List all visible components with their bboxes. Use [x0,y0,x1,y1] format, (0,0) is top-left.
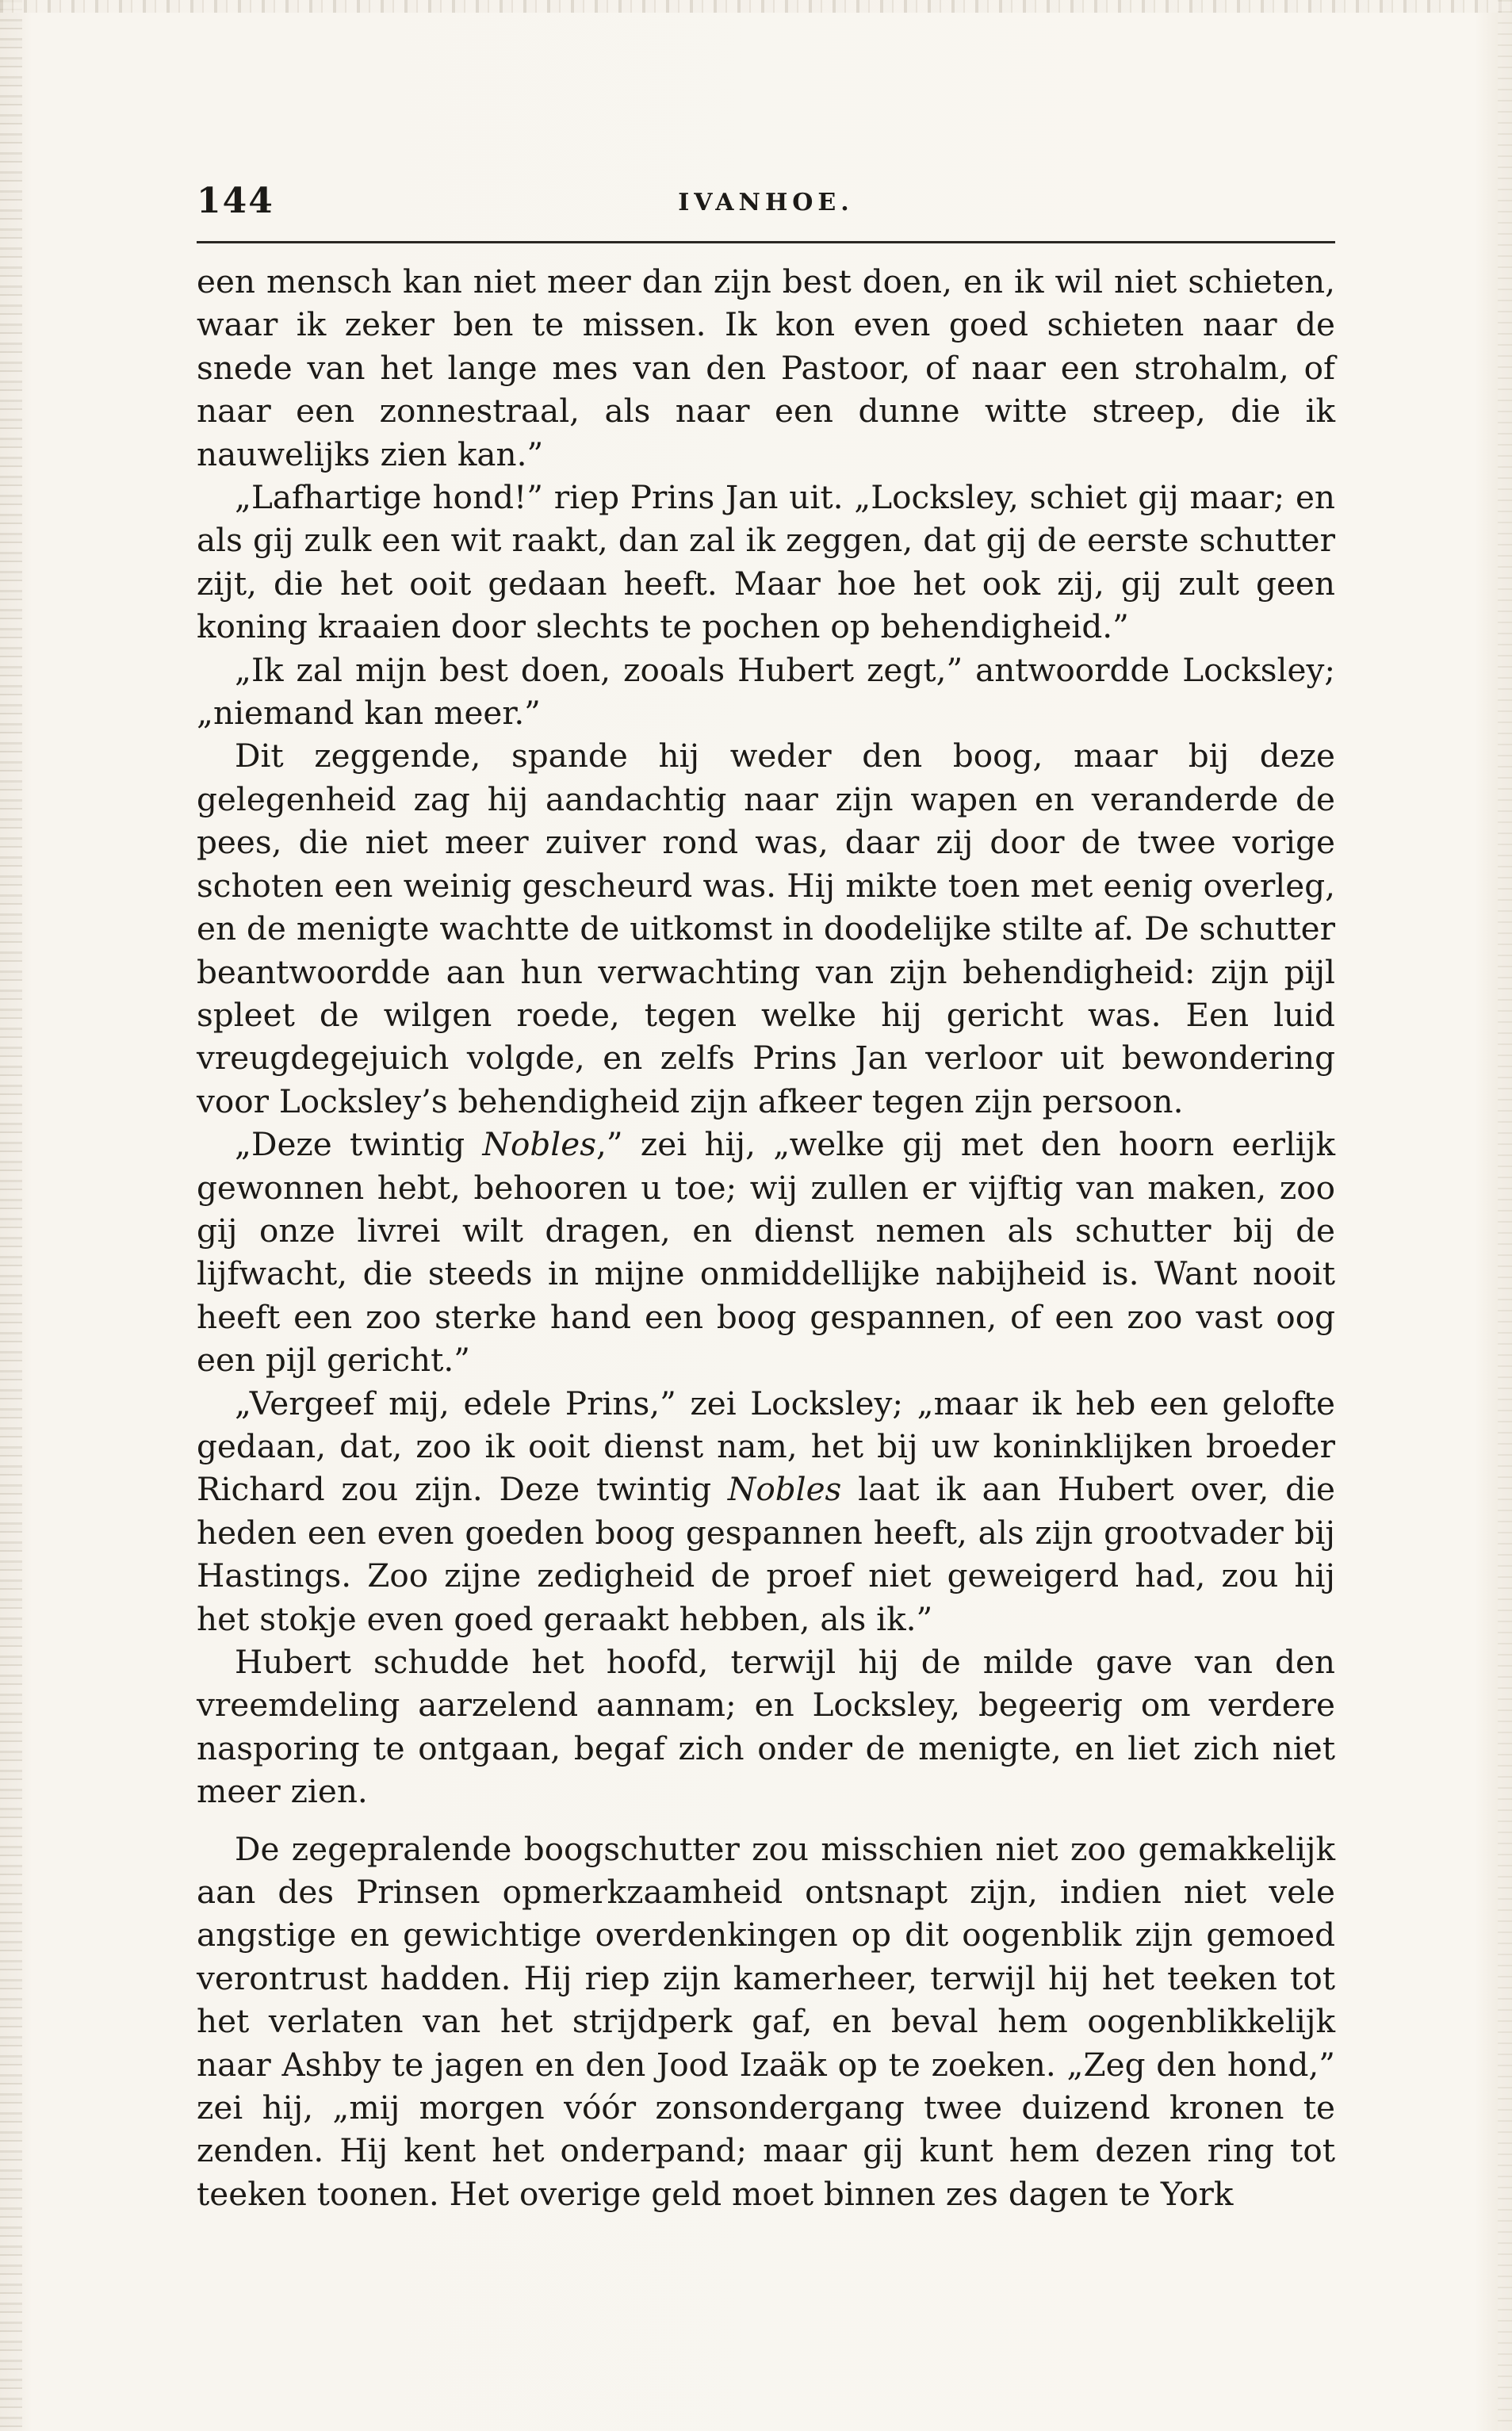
paragraph: „Deze twintig Nobles,” zei hij, „welke gij met den hoorn eerlijk gewonnen hebt, behooren u toe; wij zullen er vijftig van maken, zoo gij onze livrei wilt dragen, en dienst nemen als schutter bij de lijfwacht, die steeds in mijne onmiddellijke nabijheid is. Want nooit heeft een zoo sterke hand een boog gespannen, of een zoo vast oog een pijl gericht.” [197,1125,1335,1380]
body-text [197,260,1335,2215]
page-number: 144 [197,181,274,221]
paragraph: „Ik zal mijn best doen, zooals Hubert zegt,” antwoordde Locksley; „niemand kan meer.” [197,650,1335,733]
page-header [197,181,1335,236]
paragraph: De zegepralende boogschutter zou misschien niet zoo gemakkelijk aan des Prinsen opmerkzaamheid ontsnapt zijn, indien niet vele angstige en gewichtige overdenkingen op dit oogenblik zijn gemoed verontrust hadden. Hij riep zijn kamerheer, terwijl hij het teeken tot het verlaten van het strijdperk gaf, en beval hem oogenblikkelijk naar Ashby te jagen en den Jood Izaäk op te zoeken. „Zeg den hond,” zei hij, „mij morgen vóór zonsondergang twee duizend kronen te zenden. Hij kent het onderpand; maar gij kunt hem dezen ring tot teeken toonen. Het overige geld moet binnen zes dagen te York [197,1829,1335,2213]
page-edge-right [1498,0,1512,2431]
header-rule [197,241,1335,243]
paragraph: een mensch kan niet meer dan zijn best doen, en ik wil niet schieten, waar ik zeker ben te missen. Ik kon even goed schieten naar de snede van het lange mes van den Pastoor, of naar een strohalm, of naar een zonnestraal, als naar een dunne witte streep, die ik nauwelijks zien kan.” [197,262,1335,473]
paragraph: Hubert schudde het hoofd, terwijl hij de milde gave van den vreemdeling aarzelend aannam; en Locksley, begeerig om verdere nasporing te ontgaan, begaf zich onder de menigte, en liet zich niet meer zien. [197,1643,1335,1811]
running-title: IVANHOE. [678,189,854,216]
italic-word: Nobles [727,1470,842,1509]
paragraph: Dit zeggende, spande hij weder den boog, maar bij deze gelegenheid zag hij aandachtig naar zijn wapen en veranderde de pees, die niet meer zuiver rond was, daar zij door de twee vorige schoten een weinig gescheurd was. Hij mikte toen met eenig overleg, en de menigte wachtte de uitkomst in doodelijke stilte af. De schutter beantwoordde aan hun verwachting van zijn behendigheid: zijn pijl spleet de wilgen roede, tegen welke hij gericht was. Een luid vreugdegejuich volgde, en zelfs Prins Jan verloor uit bewondering voor Locksley’s behendigheid zijn afkeer tegen zijn persoon. [197,737,1335,1120]
paragraph: „Lafhartige hond!” riep Prins Jan uit. „Locksley, schiet gij maar; en als gij zulk een wit raakt, dan zal ik zeggen, dat gij de eerste schutter zijt, die het ooit gedaan heeft. Maar hoe het ook zij, gij zult geen koning kraaien door slechts te pochen op behendigheid.” [197,478,1335,646]
page-edge-top [0,0,1512,13]
page-edge-left [0,0,22,2431]
paragraph: „Vergeef mij, edele Prins,” zei Locksley; „maar ik heb een gelofte gedaan, dat, zoo ik ooit dienst nam, het bij uw koninklijken broeder Richard zou zijn. Deze twintig Nobles laat ik aan Hubert over, die heden een even goeden boog gespannen heeft, als zijn grootvader bij Hastings. Zoo zijne zedigheid de proef niet geweigerd had, zou hij het stokje even goed geraakt hebben, als ik.” [197,1384,1335,1638]
italic-word: Nobles [482,1125,596,1164]
